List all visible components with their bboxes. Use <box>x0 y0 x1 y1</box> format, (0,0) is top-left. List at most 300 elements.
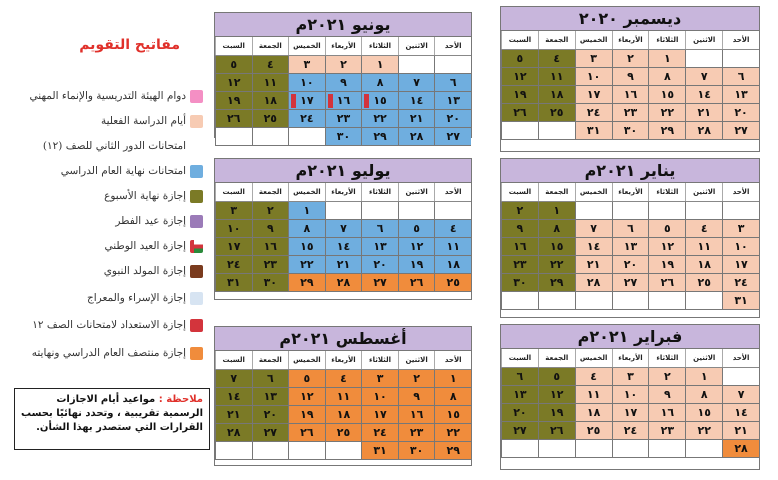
day-cell <box>501 292 538 310</box>
weekday-label: الأحد <box>722 31 759 49</box>
day-number: ٢٥ <box>550 106 564 119</box>
legend-item <box>0 213 210 231</box>
weekday-header <box>215 183 471 202</box>
day-cell <box>398 238 435 256</box>
day-number: ١٥ <box>446 408 460 421</box>
day-cell <box>215 128 252 146</box>
day-cell <box>538 368 575 386</box>
weekday-label: الأربعاء <box>325 351 362 369</box>
day-number: ٢٢ <box>446 426 460 439</box>
weekday-label: الخميس <box>575 349 612 367</box>
weekday-label: الخميس <box>575 31 612 49</box>
day-number: ١٧ <box>373 408 387 421</box>
day-number: ٢٠ <box>734 106 748 119</box>
week-row <box>501 274 759 292</box>
weekday-label: الأحد <box>722 349 759 367</box>
weekday-label: الجمعة <box>538 183 575 201</box>
day-number: ١ <box>303 204 311 217</box>
day-cell <box>325 370 362 388</box>
legend-label: إجازة منتصف العام الدراسي ونهايته <box>31 347 186 359</box>
day-number: ٢٢ <box>550 258 564 271</box>
day-cell <box>538 404 575 422</box>
day-number: ٢٨ <box>697 124 711 137</box>
day-number: ٣٠ <box>409 444 424 457</box>
week-row <box>215 74 471 92</box>
day-cell <box>648 68 685 86</box>
day-cell <box>325 442 362 460</box>
weekday-label: الثلاثاء <box>361 183 398 201</box>
day-cell <box>434 128 471 146</box>
day-number: ٢١ <box>409 112 424 125</box>
day-number: ١١ <box>263 76 278 89</box>
day-cell <box>575 386 612 404</box>
day-number: ١٠ <box>373 390 387 403</box>
day-number: ١١ <box>446 240 460 253</box>
day-cell <box>434 220 471 238</box>
day-number: ١٧ <box>586 88 601 101</box>
day-number: ٢٦ <box>300 426 314 439</box>
legend-label: إجازة نهاية الأسبوع <box>104 190 186 202</box>
day-number: ١١ <box>550 70 564 83</box>
week-row <box>215 56 471 74</box>
day-cell <box>501 202 538 220</box>
day-cell <box>685 404 722 422</box>
weekday-label: الأحد <box>434 351 471 369</box>
day-cell <box>215 110 252 128</box>
day-cell <box>685 274 722 292</box>
weekday-header <box>501 349 759 368</box>
weekday-label: الأربعاء <box>325 183 362 201</box>
day-number: ٢٨ <box>409 130 424 143</box>
day-cell <box>722 68 759 86</box>
day-cell <box>648 220 685 238</box>
day-cell <box>361 388 398 406</box>
day-number: ٥ <box>663 222 671 235</box>
day-cell <box>648 292 685 310</box>
day-number: ١٨ <box>446 258 460 271</box>
day-number: ١٦ <box>623 88 638 101</box>
day-cell <box>685 220 722 238</box>
day-number: ٣ <box>590 52 597 65</box>
day-number: ٢٠ <box>623 258 638 271</box>
day-cell <box>215 220 252 238</box>
calendar-january-2021 <box>500 158 760 318</box>
legend-swatch <box>190 292 203 305</box>
day-number: ٩ <box>340 76 347 89</box>
day-cell <box>215 406 252 424</box>
weekday-label: الاثنين <box>398 351 435 369</box>
day-number: ٢٩ <box>300 276 314 289</box>
day-cell <box>252 202 289 220</box>
day-cell <box>612 292 649 310</box>
day-number: ٦ <box>266 372 274 385</box>
day-number: ٢ <box>516 204 524 217</box>
weekday-label: السبت <box>215 37 252 55</box>
exam-prep-marker <box>291 94 296 108</box>
day-number: ١ <box>700 370 708 383</box>
day-number: ١٧ <box>734 258 748 271</box>
day-cell <box>538 50 575 68</box>
day-cell <box>648 122 685 140</box>
day-number: ٨ <box>449 390 457 403</box>
day-number: ١ <box>553 204 561 217</box>
legend-swatch <box>190 115 203 128</box>
day-cell <box>722 386 759 404</box>
day-number: ٣ <box>376 372 384 385</box>
day-number: ٦ <box>627 222 634 235</box>
day-cell <box>501 104 538 122</box>
day-cell <box>361 56 398 74</box>
day-number: ٥ <box>413 222 420 235</box>
day-number: ٢ <box>663 370 671 383</box>
day-number: ٥ <box>516 52 524 65</box>
day-cell <box>325 128 362 146</box>
day-number: ٢٨ <box>336 276 351 289</box>
day-number: ٢٧ <box>623 276 638 289</box>
day-cell <box>575 238 612 256</box>
day-number: ١٢ <box>550 388 564 401</box>
day-cell <box>538 220 575 238</box>
day-number: ٢٩ <box>660 124 675 137</box>
legend-label: امتحانات نهاية العام الدراسي <box>60 165 186 177</box>
day-number: ٢ <box>627 52 634 65</box>
legend-label: إجازة الإسراء والمعراج <box>86 292 186 304</box>
day-cell <box>361 442 398 460</box>
day-cell <box>575 404 612 422</box>
day-cell <box>648 256 685 274</box>
day-cell <box>398 74 435 92</box>
day-number: ٣٠ <box>336 130 351 143</box>
day-cell <box>361 110 398 128</box>
day-number: ١٧ <box>300 94 314 107</box>
day-cell <box>361 274 398 292</box>
day-number: ٢٠ <box>446 112 460 125</box>
day-number: ٤ <box>340 372 347 385</box>
day-number: ٢٠ <box>373 258 387 271</box>
day-cell <box>722 404 759 422</box>
day-number: ٢٦ <box>513 106 527 119</box>
legend-item <box>0 138 210 156</box>
day-number: ١٦ <box>409 408 424 421</box>
day-cell <box>288 110 325 128</box>
day-number: ١٦ <box>336 94 351 107</box>
weekday-label: السبت <box>501 31 538 49</box>
day-number: ١٠ <box>227 222 241 235</box>
day-number: ٢٣ <box>623 106 638 119</box>
day-cell <box>501 422 538 440</box>
day-cell <box>398 406 435 424</box>
day-cell <box>575 50 612 68</box>
day-number: ١٣ <box>623 240 638 253</box>
weekday-label: الجمعة <box>252 37 289 55</box>
calendar-title: ديسمبر ٢٠٢٠ <box>501 7 759 31</box>
day-cell <box>215 388 252 406</box>
legend-label: إجازة الاستعداد لامتحانات الصف ١٢ <box>32 319 186 331</box>
day-cell <box>612 50 649 68</box>
day-cell <box>325 424 362 442</box>
day-cell <box>685 386 722 404</box>
day-number: ٢٣ <box>409 426 424 439</box>
day-cell <box>538 440 575 458</box>
day-cell <box>538 256 575 274</box>
day-cell <box>501 50 538 68</box>
weekday-label: الثلاثاء <box>361 37 398 55</box>
day-cell <box>538 274 575 292</box>
day-number: ١٣ <box>734 88 748 101</box>
day-cell <box>252 220 289 238</box>
day-cell <box>325 220 362 238</box>
day-number: ٨ <box>303 222 311 235</box>
day-number: ١٥ <box>660 88 675 101</box>
day-number: ١٢ <box>513 70 527 83</box>
day-number: ٣١ <box>227 276 241 289</box>
day-cell <box>288 370 325 388</box>
day-number: ٢١ <box>227 408 241 421</box>
day-cell <box>252 238 289 256</box>
day-number: ٢٥ <box>446 276 460 289</box>
day-cell <box>501 220 538 238</box>
day-cell <box>288 92 325 110</box>
day-cell <box>398 274 435 292</box>
weekday-label: الاثنين <box>398 183 435 201</box>
exam-prep-marker <box>328 94 333 108</box>
day-number: ١٣ <box>263 390 278 403</box>
day-number: ١٥ <box>373 94 387 107</box>
note-box <box>14 388 210 450</box>
weekday-header <box>215 37 471 56</box>
day-cell <box>612 104 649 122</box>
day-number: ٣ <box>627 370 634 383</box>
day-number: ١٤ <box>586 240 601 253</box>
legend-item <box>0 238 210 256</box>
day-cell <box>288 256 325 274</box>
calendar-february-2021 <box>500 324 760 470</box>
day-cell <box>361 74 398 92</box>
day-cell <box>685 238 722 256</box>
day-cell <box>434 406 471 424</box>
day-cell <box>398 202 435 220</box>
day-number: ١٨ <box>263 94 278 107</box>
legend-swatch <box>190 240 203 253</box>
legend-item <box>0 88 210 106</box>
day-number: ١٦ <box>660 406 675 419</box>
day-number: ٢ <box>340 58 347 71</box>
day-number: ٢٩ <box>550 276 564 289</box>
day-cell <box>538 422 575 440</box>
day-cell <box>612 220 649 238</box>
day-number: ١٦ <box>513 240 527 253</box>
day-number: ٦ <box>737 70 745 83</box>
day-number: ١٢ <box>409 240 424 253</box>
day-number: ٢٦ <box>660 276 675 289</box>
weekday-label: الجمعة <box>538 349 575 367</box>
weekday-label: الجمعة <box>252 351 289 369</box>
weekday-label: الأحد <box>434 183 471 201</box>
weekday-label: الثلاثاء <box>648 349 685 367</box>
day-number: ٥ <box>553 370 561 383</box>
day-number: ٣ <box>737 222 745 235</box>
day-number: ٢٢ <box>697 424 711 437</box>
day-number: ٤ <box>553 52 561 65</box>
day-number: ١٥ <box>697 406 711 419</box>
day-cell <box>722 292 759 310</box>
day-number: ٢٢ <box>373 112 387 125</box>
week-row <box>501 104 759 122</box>
day-cell <box>325 202 362 220</box>
day-number: ١٥ <box>550 240 564 253</box>
day-number: ٩ <box>516 222 524 235</box>
day-number: ٧ <box>413 76 420 89</box>
week-row <box>501 440 759 458</box>
legend-label: إجازة العيد الوطني <box>104 240 186 252</box>
day-cell <box>575 86 612 104</box>
weekday-label: الأربعاء <box>612 349 649 367</box>
day-cell <box>612 274 649 292</box>
calendar-title: يونيو ٢٠٢١م <box>215 13 471 37</box>
day-number: ١١ <box>697 240 711 253</box>
day-number: ١٩ <box>300 408 314 421</box>
day-number: ٣ <box>230 204 238 217</box>
day-cell <box>612 404 649 422</box>
day-number: ١١ <box>586 388 601 401</box>
weekday-label: الجمعة <box>538 31 575 49</box>
day-number: ٥ <box>303 372 311 385</box>
day-cell <box>575 440 612 458</box>
day-cell <box>434 442 471 460</box>
weekday-label: الخميس <box>575 183 612 201</box>
day-number: ٤ <box>266 58 274 71</box>
day-number: ٢١ <box>586 258 601 271</box>
day-number: ١٨ <box>336 408 351 421</box>
day-cell <box>501 122 538 140</box>
day-cell <box>434 274 471 292</box>
day-cell <box>288 442 325 460</box>
day-number: ١٩ <box>550 406 564 419</box>
day-cell <box>685 256 722 274</box>
day-cell <box>215 424 252 442</box>
day-number: ٤ <box>700 222 708 235</box>
week-row <box>501 202 759 220</box>
day-cell <box>434 56 471 74</box>
day-number: ٧ <box>737 388 745 401</box>
day-cell <box>361 238 398 256</box>
legend-label: إجازة المولد النبوي <box>103 265 186 277</box>
day-cell <box>434 256 471 274</box>
day-cell <box>325 388 362 406</box>
day-cell <box>252 370 289 388</box>
day-number: ١٨ <box>697 258 711 271</box>
day-cell <box>612 440 649 458</box>
day-number: ٢٠ <box>263 408 278 421</box>
day-cell <box>575 274 612 292</box>
week-row <box>501 220 759 238</box>
day-number: ٢٧ <box>734 124 748 137</box>
day-cell <box>722 422 759 440</box>
legend-item <box>0 163 210 181</box>
day-cell <box>215 238 252 256</box>
day-cell <box>685 368 722 386</box>
day-number: ٨ <box>700 388 708 401</box>
day-cell <box>434 74 471 92</box>
day-number: ٢٤ <box>734 276 748 289</box>
weekday-label: السبت <box>215 183 252 201</box>
day-cell <box>361 370 398 388</box>
day-cell <box>325 110 362 128</box>
day-cell <box>288 74 325 92</box>
day-number: ٣١ <box>734 294 748 307</box>
day-number: ٢٨ <box>586 276 601 289</box>
legend-swatch <box>190 319 203 332</box>
day-cell <box>648 50 685 68</box>
day-number: ٢٤ <box>227 258 241 271</box>
weekday-label: الأحد <box>722 183 759 201</box>
legend-swatch <box>190 265 203 278</box>
week-row <box>215 442 471 460</box>
day-cell <box>288 238 325 256</box>
weekday-label: الثلاثاء <box>648 31 685 49</box>
day-number: ١٤ <box>227 390 241 403</box>
day-number: ١٩ <box>227 94 241 107</box>
day-number: ٢٦ <box>409 276 424 289</box>
day-cell <box>575 104 612 122</box>
day-cell <box>501 274 538 292</box>
day-cell <box>722 238 759 256</box>
day-number: ٢٥ <box>697 276 711 289</box>
day-cell <box>398 92 435 110</box>
week-row <box>501 86 759 104</box>
day-cell <box>722 368 759 386</box>
day-number: ١٤ <box>409 94 424 107</box>
day-number: ٢٧ <box>446 130 460 143</box>
day-number: ١٣ <box>373 240 387 253</box>
week-row <box>501 122 759 140</box>
week-row <box>215 388 471 406</box>
day-number: ١٣ <box>446 94 460 107</box>
day-cell <box>288 424 325 442</box>
weekday-label: الخميس <box>288 183 325 201</box>
day-cell <box>361 256 398 274</box>
day-cell <box>612 86 649 104</box>
day-cell <box>361 220 398 238</box>
week-row <box>501 368 759 386</box>
day-number: ٢٣ <box>513 258 527 271</box>
day-cell <box>398 442 435 460</box>
day-cell <box>398 370 435 388</box>
day-cell <box>648 238 685 256</box>
day-number: ٢٤ <box>586 106 601 119</box>
legend-label: امتحانات الدور الثاني للصف (١٢) <box>42 140 186 152</box>
day-cell <box>434 238 471 256</box>
week-row <box>215 238 471 256</box>
day-cell <box>361 128 398 146</box>
week-row <box>215 92 471 110</box>
day-number: ٢٤ <box>300 112 314 125</box>
week-row <box>215 128 471 146</box>
weekday-header <box>501 31 759 50</box>
day-cell <box>648 422 685 440</box>
day-number: ٣٠ <box>623 124 638 137</box>
legend-item <box>0 317 210 335</box>
day-cell <box>612 422 649 440</box>
day-number: ٧ <box>230 372 238 385</box>
day-number: ٢٥ <box>263 112 278 125</box>
day-number: ٢٧ <box>513 424 527 437</box>
day-number: ٧ <box>340 222 347 235</box>
day-cell <box>575 422 612 440</box>
day-number: ٥ <box>230 58 238 71</box>
day-cell <box>215 202 252 220</box>
day-number: ٢٥ <box>336 426 351 439</box>
